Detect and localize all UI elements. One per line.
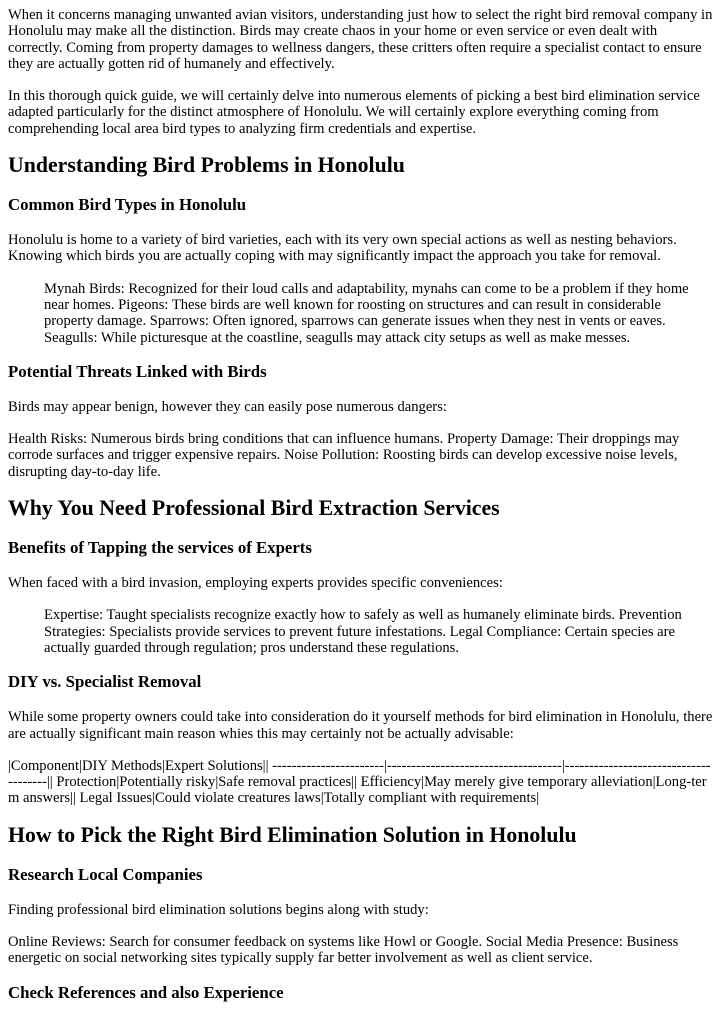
benefits-quote: Expertise: Taught specialists recognize exactly how to safely as well as humanely eliminate birds. Prevention Strategies: Specialists provide services to prevent future infestations. Legal Compliance: Certain species are actually guarded through regulation; pros understand these regulations. xyxy=(44,607,682,656)
section-heading: How to Pick the Right Bird Elimination Solution in Honolulu xyxy=(8,822,577,847)
subsection-heading: DIY vs. Specialist Removal xyxy=(8,672,202,692)
paragraph: Online Reviews: Search for consumer feedback on systems like Howl or Google. Social Media Presence: Business energetic on social networking sites typically supply far better involvement as well as client service. xyxy=(8,934,679,967)
section-heading: Why You Need Professional Bird Extraction Services xyxy=(8,496,500,521)
subsection-heading: Potential Threats Linked with Birds xyxy=(8,361,267,381)
intro-paragraph: When it concerns managing unwanted avian visitors, understanding just how to select the right bird removal company in Honolulu may make all the distinction. Birds may create chaos in your home or even service or even dealt with correctly. Coming from property damages to wellness dangers, these critters often require a specialist contact to ensure they are actually gotten rid of humanely and effectively. xyxy=(8,7,713,72)
comparison-table-text: |Component|DIY Methods|Expert Solutions|| -----------------------|------------------------------------|--------------------------------------|| Protection|Potentially risky|Safe removal practices|| Efficiency|May merely give temporary alleviation|Long-term answers|| Legal Issues|Could violate creatures laws|Totally compliant with requirements| xyxy=(8,757,711,807)
paragraph: When faced with a bird invasion, employing experts provides specific conveniences: xyxy=(8,575,503,592)
paragraph: While some property owners could take into consideration do it yourself methods for bird elimination in Honolulu, there are actually significant main reason whies this may certainly not be actually advisable: xyxy=(8,709,713,742)
paragraph: Honolulu is home to a variety of bird varieties, each with its very own special actions as well as nesting behaviors. Knowing which birds you are actually coping with may significantly impact the approach you take for removal. xyxy=(8,232,677,265)
paragraph: Birds may appear benign, however they can easily pose numerous dangers: xyxy=(8,398,447,415)
subsection-heading: Benefits of Tapping the services of Experts xyxy=(8,538,312,558)
article xyxy=(0,7,720,1002)
paragraph: Finding professional bird elimination solutions begins along with study: xyxy=(8,901,429,918)
subsection-heading: Research Local Companies xyxy=(8,864,203,884)
subsection-heading: Common Bird Types in Honolulu xyxy=(8,195,247,215)
paragraph: Health Risks: Numerous birds bring conditions that can influence humans. Property Damage: Their droppings may corrode surfaces and trigger expensive repairs. Noise Pollution: Roosting birds can develop excessive noise levels, disrupting day-to-day life. xyxy=(8,431,680,480)
intro-paragraph: In this thorough quick guide, we will certainly delve into numerous elements of picking a best bird elimination service adapted particularly for the distinct atmosphere of Honolulu. We will certainly explore everything coming from comprehending local area bird types to analyzing firm credentials and expertise. xyxy=(8,88,700,137)
subsection-heading: Check References and also Experience xyxy=(8,982,284,1002)
bird-types-quote: Mynah Birds: Recognized for their loud calls and adaptability, mynahs can come to be a problem if they home near homes. Pigeons: These birds are well known for roosting on structures and can result in considerable property damage. Sparrows: Often ignored, sparrows can generate issues when they nest in vents or eaves. Seagulls: While picturesque at the coastline, seagulls may attack city setups as well as make messes. xyxy=(44,280,689,346)
section-heading: Understanding Bird Problems in Honolulu xyxy=(8,153,405,178)
